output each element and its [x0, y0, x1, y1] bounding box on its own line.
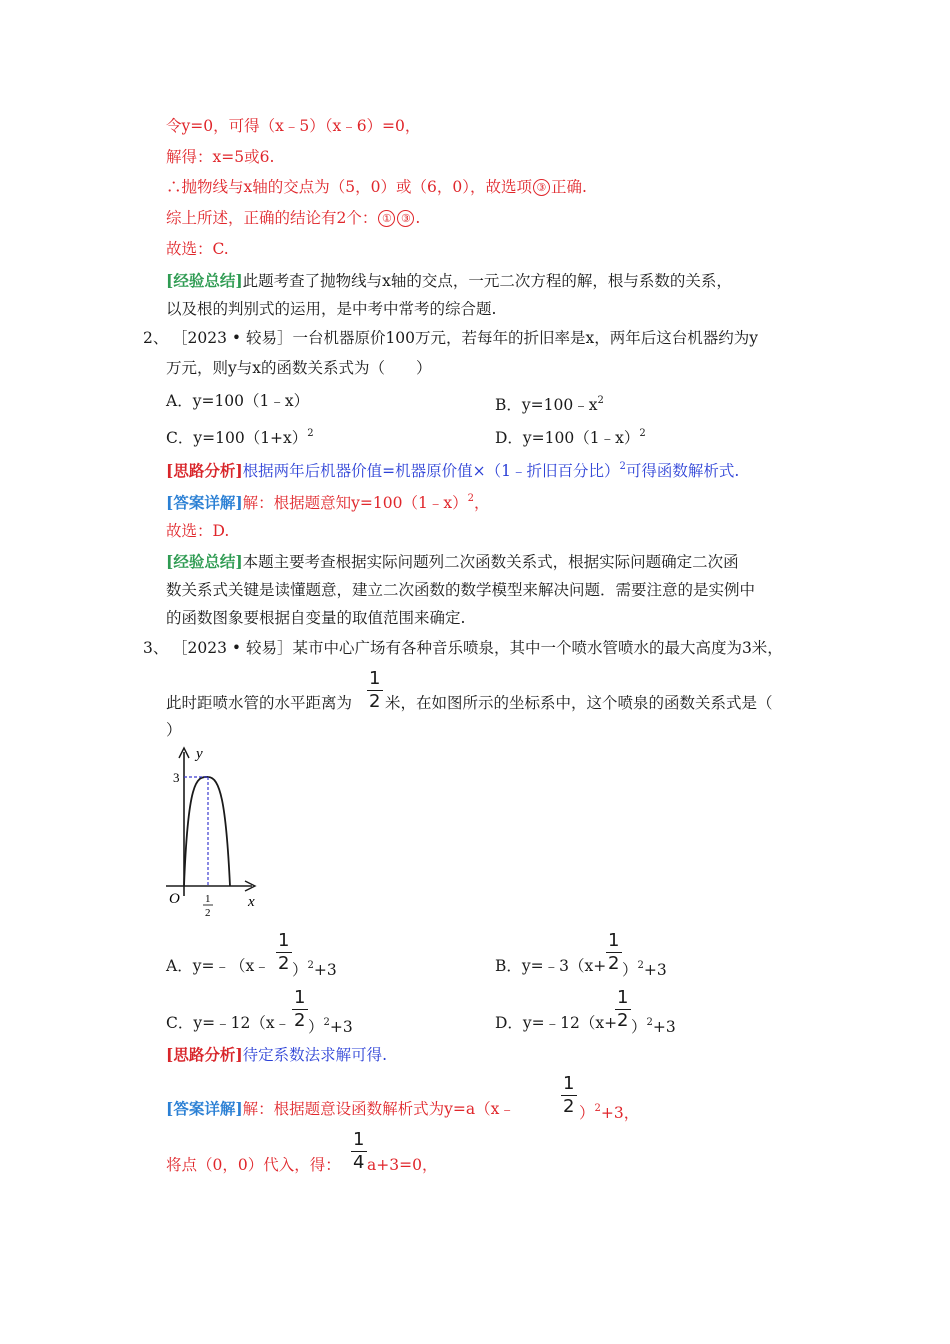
exponent: 2: [639, 428, 646, 439]
parabola-curve: [184, 777, 230, 886]
summary-line: 的函数图象要根据自变量的取值范围来确定.: [166, 609, 466, 627]
choice-line: 故选：D.: [166, 522, 230, 540]
analysis-tag: [思路分析]: [166, 461, 243, 480]
summary-tag: [经验总结]: [166, 271, 243, 290]
question-stem: 万元，则y与x的函数关系式为（ ）: [166, 359, 432, 377]
option-a: A．y=﹣（x﹣: [166, 957, 270, 975]
option-text: B．y=100﹣x: [495, 396, 598, 414]
analysis-text: 可得函数解析式.: [625, 462, 740, 480]
option-text: +3: [313, 961, 337, 979]
parabola-figure: [160, 742, 270, 931]
exponent: 2: [307, 960, 314, 971]
option-d: [495, 424, 646, 448]
solution-line: [166, 208, 420, 228]
solution-text: ∴抛物线与x轴的交点为（5，0）或（6，0），故选项: [166, 178, 532, 196]
vertex-x-denominator: 2: [205, 907, 211, 919]
y-axis-label: y: [196, 746, 203, 762]
answer-tag: [答案详解]: [166, 493, 243, 512]
fraction-numerator: 1: [617, 987, 629, 1008]
parabola-graph: [160, 742, 270, 927]
question-stem: 此时距喷水管的水平距离为: [166, 694, 353, 712]
option-text: ）: [292, 961, 308, 979]
solution-text: .: [415, 209, 421, 227]
origin-label: O: [169, 891, 180, 907]
answer-text: +3，: [600, 1104, 640, 1122]
exponent: 2: [323, 1017, 330, 1028]
fraction-denominator: 2: [294, 1010, 306, 1031]
exponent: 2: [646, 1017, 653, 1028]
summary-line: 以及根的判别式的运用，是中考中常考的综合题.: [166, 300, 497, 318]
fraction-denominator: 2: [608, 953, 620, 974]
option-d: [631, 1013, 676, 1037]
summary-text: 此题考查了抛物线与x轴的交点，一元二次方程的解，根与系数的关系，: [242, 272, 732, 290]
fraction-numerator: 1: [369, 668, 381, 689]
question-stem: 米，在如图所示的坐标系中，这个喷泉的函数关系式是（: [385, 694, 773, 712]
answer-text: ，: [473, 494, 490, 512]
summary-line: [166, 271, 732, 291]
option-a: [292, 956, 337, 980]
answer-line: a+3=0，: [367, 1156, 438, 1174]
fraction-denominator: 2: [278, 953, 290, 974]
exponent: 2: [594, 1103, 601, 1114]
summary-text: 本题主要考查根据实际问题列二次函数关系式，根据实际问题确定二次函: [242, 553, 739, 571]
exponent: 2: [637, 960, 644, 971]
question-stem: ［2023 • 较易］一台机器原价100万元，若每年的折旧率是x，两年后这台机器约为y: [172, 329, 759, 347]
option-text: +3: [643, 961, 667, 979]
analysis-tag: [思路分析]: [166, 1045, 243, 1064]
fraction-numerator: 1: [278, 930, 290, 951]
answer-text: ）: [579, 1104, 595, 1122]
fraction-denominator: 2: [563, 1096, 575, 1117]
answer-line: [166, 1099, 515, 1119]
option-c: [308, 1013, 353, 1037]
solution-line: 解得：x=5或6.: [166, 148, 275, 166]
option-text: ）: [622, 961, 638, 979]
summary-line: 数关系式关键是读懂题意，建立二次函数的数学模型来解决问题．需要注意的是实例中: [166, 581, 756, 599]
analysis-line: [166, 457, 739, 481]
answer-line: 将点（0，0）代入，得：: [166, 1156, 341, 1174]
answer-line: [166, 489, 490, 513]
answer-tag: [答案详解]: [166, 1099, 243, 1118]
fraction-numerator: 1: [608, 930, 620, 951]
analysis-line: [166, 1045, 387, 1065]
option-text: C．y=100（1+x）: [166, 429, 308, 447]
option-text: +3: [329, 1018, 353, 1036]
circled-number: ③: [397, 210, 414, 227]
summary-tag: [经验总结]: [166, 552, 243, 571]
option-text: +3: [652, 1018, 676, 1036]
option-b: [495, 391, 604, 415]
fraction-numerator: 1: [563, 1073, 575, 1094]
question-number: 3、: [143, 639, 169, 657]
circled-number: ①: [378, 210, 395, 227]
analysis-text: 根据两年后机器价值=机器原价值×（1﹣折旧百分比）: [242, 462, 620, 480]
summary-line: [166, 552, 739, 572]
solution-line: [166, 177, 587, 197]
option-c: [166, 424, 314, 448]
answer-line: [579, 1099, 639, 1123]
option-b: B．y=﹣3（x+: [495, 957, 607, 975]
exponent: 2: [307, 428, 314, 439]
option-text: ）: [631, 1018, 647, 1036]
option-b: [622, 956, 667, 980]
option-text: D．y=100（1﹣x）: [495, 429, 640, 447]
solution-text: 综上所述，正确的结论有2个：: [166, 209, 378, 227]
x-axis-label: x: [248, 894, 255, 910]
answer-text: 解：根据题意设函数解析式为y=a（x﹣: [242, 1100, 515, 1118]
exponent: 2: [597, 395, 604, 406]
vertex-x-numerator: 1: [205, 893, 211, 905]
solution-text: 正确.: [550, 178, 587, 196]
vertex-y-label: 3: [173, 770, 180, 785]
circled-number: ③: [533, 179, 550, 196]
question-stem: ）: [166, 721, 182, 739]
option-text: ）: [308, 1018, 324, 1036]
choice-line: 故选：C.: [166, 240, 229, 258]
exponent: 2: [467, 493, 474, 504]
fraction-denominator: 4: [353, 1152, 365, 1173]
exponent: 2: [619, 461, 626, 472]
option-c: C．y=﹣12（x﹣: [166, 1014, 291, 1032]
fraction-denominator: 2: [617, 1010, 629, 1031]
option-a: A．y=100（1﹣x）: [166, 392, 310, 410]
solution-line: 令y=0，可得（x﹣5）（x﹣6）=0，: [166, 117, 421, 135]
option-d: D．y=﹣12（x+: [495, 1014, 618, 1032]
analysis-text: 待定系数法求解可得.: [242, 1046, 388, 1064]
fraction-numerator: 1: [353, 1129, 365, 1150]
fraction-denominator: 2: [369, 691, 381, 712]
question-number: 2、: [143, 329, 169, 347]
question-stem: ［2023 • 较易］某市中心广场有各种音乐喷泉，其中一个喷水管喷水的最大高度为3米，: [172, 639, 783, 657]
answer-text: 解：根据题意知y=100（1﹣x）: [242, 494, 468, 512]
fraction-numerator: 1: [294, 987, 306, 1008]
